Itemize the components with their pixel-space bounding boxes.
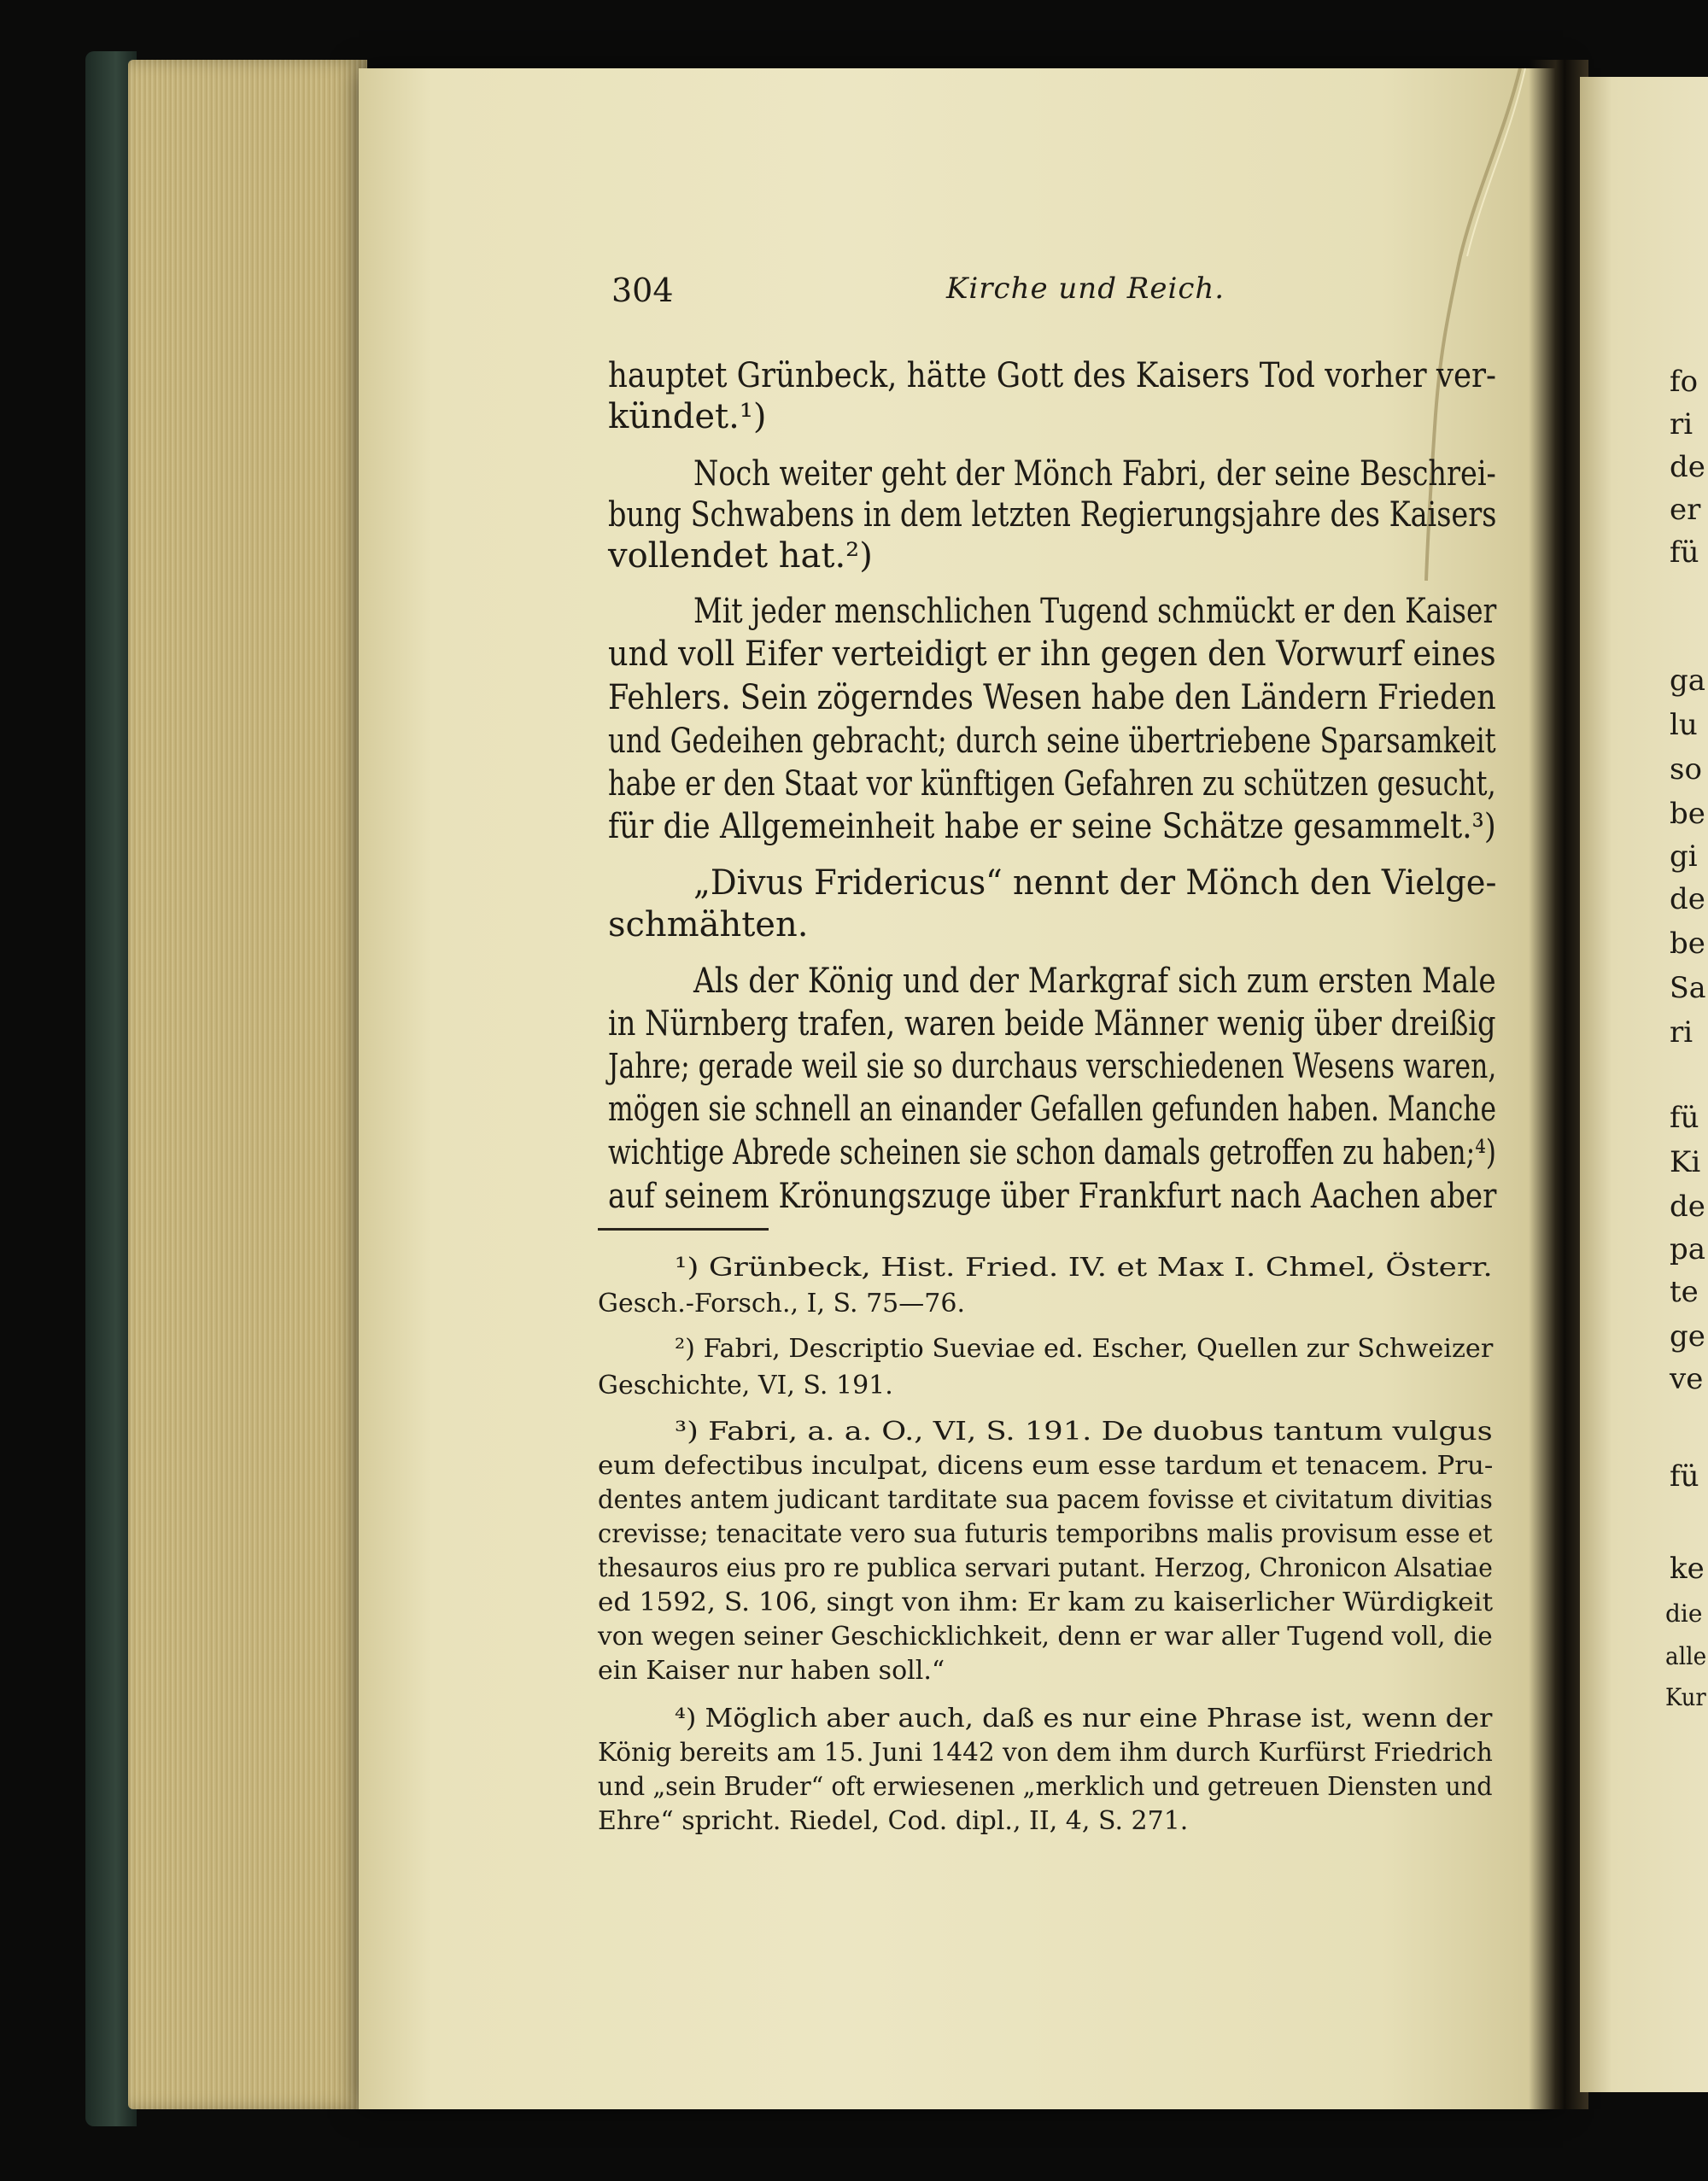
footnote-line: Gesch.-Forsch., I, S. 75—76. <box>598 1289 965 1319</box>
body-line: hauptet Grünbeck, hätte Gott des Kaisers Tod vorher ver- <box>608 356 1497 395</box>
right-page-fragment: lu <box>1670 708 1698 742</box>
right-page-fragment: de <box>1670 1190 1705 1224</box>
body-line: und Gedeihen gebracht; durch seine übertriebene Sparsamkeit <box>608 722 1496 761</box>
body-line: wichtige Abrede scheinen sie schon damals getroffen zu haben;⁴) <box>608 1133 1497 1172</box>
right-page-fragment: er <box>1670 493 1701 527</box>
right-page-fragment: pa <box>1670 1232 1706 1266</box>
body-line: auf seinem Krönungszuge über Frankfurt nach Aachen aber <box>608 1177 1497 1216</box>
body-line: Fehlers. Sein zögerndes Wesen habe den Ländern Frieden <box>608 678 1496 717</box>
body-line: „Divus Fridericus“ nennt der Mönch den Vielge- <box>693 863 1497 903</box>
body-line: Als der König und der Markgraf sich zum ersten Male <box>693 962 1496 1001</box>
footnote-line: crevisse; tenacitate vero sua futuris temporibns malis provisum esse et <box>598 1519 1493 1549</box>
right-page-fragment: Ki <box>1670 1145 1701 1179</box>
body-line: habe er den Staat vor künftigen Gefahren zu schützen gesucht, <box>608 764 1496 804</box>
right-page-fragment: ga <box>1670 664 1706 698</box>
body-line: mögen sie schnell an einander Gefallen gefunden haben. Manche <box>608 1090 1496 1129</box>
running-head: Kirche und Reich. <box>946 272 1225 306</box>
body-line: Mit jeder menschlichen Tugend schmückt er den Kaiser <box>693 592 1497 631</box>
footnote-line: ³) Fabri, a. a. O., VI, S. 191. De duobus tantum vulgus <box>675 1417 1493 1447</box>
right-page-fragment: fü <box>1670 1459 1699 1494</box>
right-page-fragment: te <box>1670 1275 1699 1309</box>
footnote-line: von wegen seiner Geschicklichkeit, denn er war aller Tugend voll, die <box>598 1622 1493 1652</box>
right-page-fragment: be <box>1670 797 1705 831</box>
body-line: schmähten. <box>608 905 809 944</box>
right-page-fragment: de <box>1670 882 1705 916</box>
footnote-line: und „sein Bruder“ oft erwiesenen „merklich und getreuen Diensten und <box>598 1772 1493 1802</box>
right-page-fragment: be <box>1670 927 1705 961</box>
right-page-fragment: gi <box>1670 839 1698 874</box>
footnote-line: ⁴) Möglich aber auch, daß es nur eine Phrase ist, wenn der <box>675 1704 1493 1734</box>
right-page-fragment: ke <box>1670 1552 1705 1586</box>
footnote-line: thesauros eius pro re publica servari putant. Herzog, Chronicon Alsatiae <box>598 1553 1493 1583</box>
footnote-line: ¹) Grünbeck, Hist. Fried. IV. et Max I. Chmel, Österr. <box>675 1253 1493 1283</box>
body-line: für die Allgemeinheit habe er seine Schätze gesammelt.³) <box>608 807 1496 846</box>
right-page-fragment: alle <box>1665 1642 1707 1670</box>
right-page-fragment: ge <box>1670 1319 1705 1354</box>
body-line: vollendet hat.²) <box>608 536 873 576</box>
footnote-line: Geschichte, VI, S. 191. <box>598 1371 893 1400</box>
body-line: kündet.¹) <box>608 397 767 436</box>
right-page-fragment: ri <box>1670 407 1693 441</box>
right-page-fragment: fü <box>1670 1101 1699 1135</box>
body-line: Noch weiter geht der Mönch Fabri, der seine Beschrei- <box>693 454 1496 494</box>
page-stack-edges <box>128 60 367 2109</box>
footnote-line: eum defectibus inculpat, dicens eum esse tardum et tenacem. Pru- <box>598 1451 1494 1481</box>
right-page-fragment: so <box>1670 752 1702 786</box>
footnote-line: ein Kaiser nur haben soll.“ <box>598 1656 945 1686</box>
right-page-fragment: Kur <box>1665 1683 1706 1711</box>
page-number: 304 <box>611 272 674 309</box>
footnote-line: ²) Fabri, Descriptio Sueviae ed. Escher, Quellen zur Schweizer <box>675 1334 1494 1364</box>
footnote-line: ed 1592, S. 106, singt von ihm: Er kam zu kaiserlicher Würdigkeit <box>598 1588 1494 1617</box>
right-page-fragment: Sa <box>1670 971 1706 1005</box>
body-line: Jahre; gerade weil sie so durchaus verschiedenen Wesens waren, <box>608 1047 1497 1086</box>
footnote-line: Ehre“ spricht. Riedel, Cod. dipl., II, 4, S. 271. <box>598 1806 1189 1836</box>
right-page-fragment: ri <box>1670 1015 1693 1050</box>
body-line: in Nürnberg trafen, waren beide Männer wenig über dreißig <box>608 1004 1496 1044</box>
right-page-fragment: die <box>1665 1599 1703 1628</box>
body-line: und voll Eifer verteidigt er ihn gegen den Vorwurf eines <box>608 634 1496 674</box>
footnote-rule <box>598 1228 769 1231</box>
body-line: bung Schwabens in dem letzten Regierungsjahre des Kaisers <box>608 495 1497 535</box>
footnote-line: dentes antem judicant tarditate sua pacem fovisse et civitatum divitias <box>598 1485 1493 1515</box>
right-page-fragment: de <box>1670 450 1705 484</box>
right-page-fragment: fü <box>1670 535 1699 570</box>
footnote-line: König bereits am 15. Juni 1442 von dem ihm durch Kurfürst Friedrich <box>598 1738 1493 1768</box>
right-page-fragment: ve <box>1670 1362 1704 1396</box>
right-page-fragment: fo <box>1670 365 1699 399</box>
